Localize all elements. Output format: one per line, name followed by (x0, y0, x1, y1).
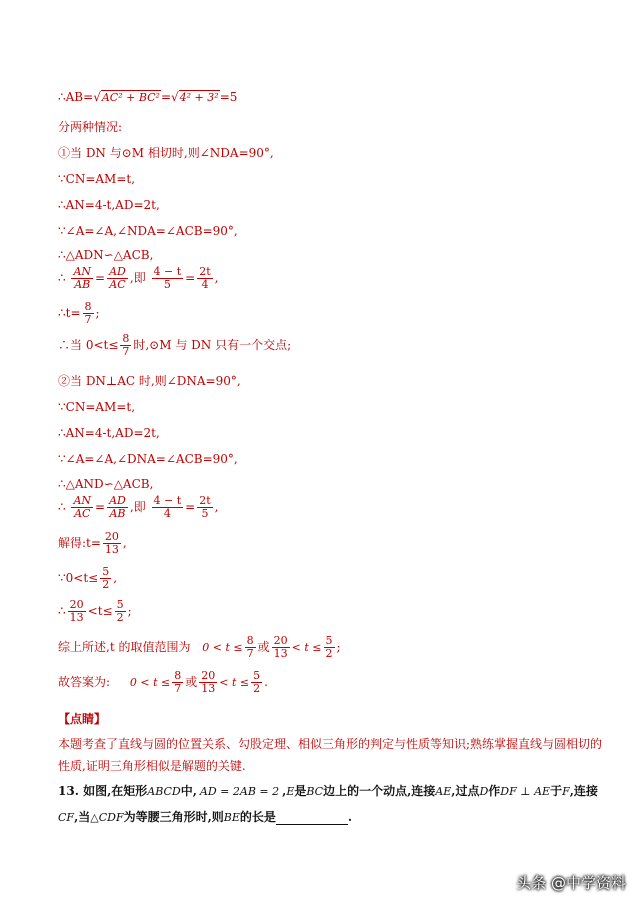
fraction: $\frac{20}{13}$ (69, 598, 84, 624)
line-case2: ②当 DN⊥AC 时,则∠DNA=90°, (58, 374, 241, 388)
comment-heading: 【点睛】 (58, 712, 107, 726)
line-an-ad-2: ∴AN=4-t,AD=2t, (58, 426, 160, 440)
fraction: $\frac{5}{2}$ (253, 669, 261, 695)
fraction: $\frac{4 - t}{5}$ (153, 265, 182, 291)
fraction: $\frac{8}{7}$ (174, 669, 182, 695)
comment-line-2: 性质,证明三角形相似是解题的关键. (58, 759, 246, 773)
line-cn-am: ∵CN=AM=t, (58, 172, 136, 186)
fraction: $\frac{AD}{AC}$ (109, 265, 126, 291)
line-similar-2: ∴△AND∽△ACB, (58, 477, 154, 491)
fraction: $\frac{AD}{AB}$ (109, 494, 126, 520)
watermark: 头条 @中学资料 (516, 874, 626, 892)
question-13-line-2: CF,当△CDF为等腰三角形时,则BE的长是 . (58, 810, 353, 824)
line-t-value-1: ∴t= $\frac{8}{7}$ ; (58, 300, 100, 326)
fraction: $\frac{AN}{AC}$ (73, 494, 92, 520)
fraction: $\frac{5}{2}$ (102, 565, 110, 591)
line-similar: ∴△ADN∽△ACB, (58, 248, 154, 262)
fraction: $\frac{2t}{5}$ (199, 494, 211, 520)
comment-line-1: 本题考查了直线与圆的位置关系、勾股定理、相似三角形的判定与性质等知识;熟练掌握直线与圆相切的 (58, 737, 603, 751)
line-ratio-1: ∴ $\frac{AN}{AB}$ = $\frac{AD}{AC}$ ,即 $\frac{4 - t}{5}$ = $\frac{2t}{4}$ , (58, 265, 219, 291)
line-an-ad: ∴AN=4-t,AD=2t, (58, 198, 160, 212)
line-two-cases: 分两种情况: (58, 120, 123, 134)
line-conclusion-1: ∴当 0<t≤ $\frac{8}{7}$ 时,⊙M 与 DN 只有一个交点; (58, 332, 292, 358)
line-ratio-2: ∴ $\frac{AN}{AC}$ = $\frac{AD}{AB}$ ,即 $\frac{4 - t}{4}$ = $\frac{2t}{5}$ , (58, 494, 219, 520)
fraction: $\frac{AN}{AB}$ (73, 265, 92, 291)
fraction: $\frac{8}{7}$ (84, 300, 92, 326)
line-cn-am-2: ∵CN=AM=t, (58, 400, 136, 414)
line-case1: ①当 DN 与⊙M 相切时,则∠NDA=90°, (58, 146, 274, 160)
answer-blank[interactable] (276, 812, 348, 825)
line-summary: 综上所述,t 的取值范围为 0 < t ≤ $\frac{8}{7}$ 或 $\frac{20}{13}$ < t ≤ $\frac{5}{2}$ ; (58, 634, 341, 660)
fraction: $\frac{4 - t}{4}$ (153, 494, 182, 520)
fraction: $\frac{5}{2}$ (116, 598, 124, 624)
fraction: $\frac{20}{13}$ (201, 669, 216, 695)
fraction: $\frac{5}{2}$ (325, 634, 333, 660)
line-range-2: ∴ $\frac{20}{13}$ <t≤ $\frac{5}{2}$ ; (58, 598, 132, 624)
line-answer: 故答案为: 0 < t ≤ $\frac{8}{7}$ 或 $\frac{20}{13}$ < t ≤ $\frac{5}{2}$ . (58, 669, 268, 695)
question-13-line-1: 13. 如图,在矩形ABCD中, AD = 2AB = 2 ,E是BC边上的一个动点,连接AE,过点D作DF ⊥ AE于F,连接 (58, 784, 598, 798)
line-range-t: ∵0<t≤ $\frac{5}{2}$ , (58, 565, 118, 591)
fraction: $\frac{8}{7}$ (246, 634, 254, 660)
fraction: $\frac{2t}{4}$ (199, 265, 211, 291)
line-angles-2: ∵∠A=∠A,∠DNA=∠ACB=90°, (58, 452, 238, 466)
line-angles: ∵∠A=∠A,∠NDA=∠ACB=90°, (58, 224, 238, 238)
fraction: $\frac{20}{13}$ (104, 530, 119, 556)
fraction: $\frac{20}{13}$ (273, 634, 288, 660)
fraction: $\frac{8}{7}$ (122, 332, 130, 358)
line-ab-length: ∴AB=√AC² + BC²=√4² + 3²=5 (58, 90, 238, 104)
line-solve-t: 解得:t= $\frac{20}{13}$ , (58, 530, 127, 556)
